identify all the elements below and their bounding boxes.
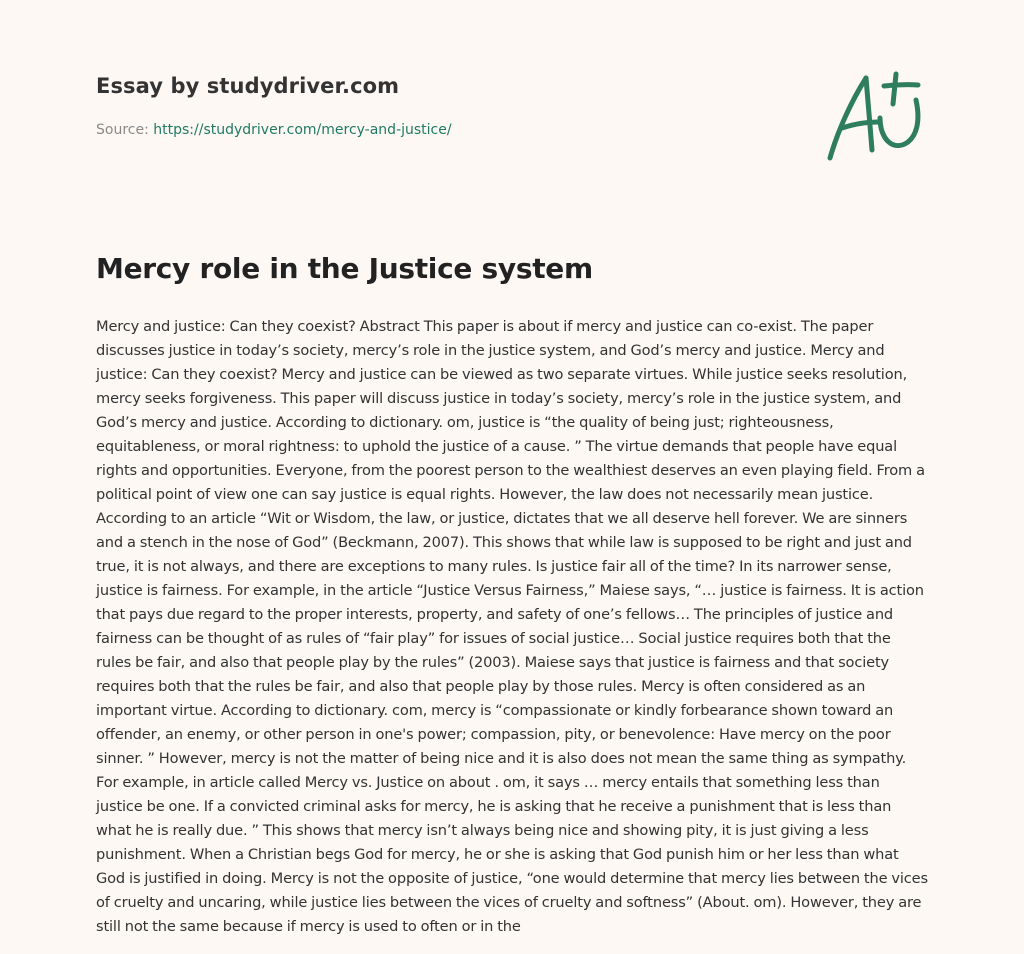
source-line [96, 122, 796, 138]
a-plus-logo-icon [822, 70, 926, 166]
document-header [96, 74, 796, 138]
essay-title: Mercy role in the Justice system [96, 252, 593, 285]
essay-body: Mercy and justice: Can they coexist? Abstract This paper is about if mercy and justice can co-exist. The paper discusses justice in today’s society, mercy’s role in the justice system, and God’s mercy and justice. Mercy and justice: Can they coexist? Mercy and justice can be viewed as two separate virtues. While justice seeks resolution, mercy seeks forgiveness. This paper will discuss justice in today’s society, mercy’s role in the justice system, and God’s mercy and justice. According to dictionary. om, justice is “the quality of being just; righteousness, equitableness, or moral rightness: to uphold the justice of a cause. ” The virtue demands that people have equal rights and opportunities. Everyone, from the poorest person to the wealthiest deserves an even playing field. From a political point of view one can say justice is equal rights. However, the law does not necessarily mean justice. According to an article “Wit or Wisdom, the law, or justice, dictates that we all deserve hell forever. We are sinners and a stench in the nose of God” (Beckmann, 2007). This shows that while law is supposed to be right and just and true, it is not always, and there are exceptions to many rules. Is justice fair all of the time? In its narrower sense, justice is fairness. For example, in the article “Justice Versus Fairness,” Maiese says, “… justice is fairness. It is action that pays due regard to the proper interests, property, and safety of one’s fellows… The principles of justice and fairness can be thought of as rules of “fair play” for issues of social justice… Social justice requires both that the rules be fair, and also that people play by the rules” (2003). Maiese says that justice is fairness and that society requires both that the rules be fair, and also that people play by those rules. Mercy is often considered as an important virtue. According to dictionary. com, mercy is “compassionate or kindly forbearance shown toward an offender, an enemy, or other person in one's power; compassion, pity, or benevolence: Have mercy on the poor sinner. ” However, mercy is not the matter of being nice and it is also does not mean the same thing as sympathy. For example, in article called Mercy vs. Justice on about . om, it says … mercy entails that something less than justice be one. If a convicted criminal asks for mercy, he is asking that he receive a punishment that is less than what he is really due. ” This shows that mercy isn’t always being nice and showing pity, it is just giving a less punishment. When a Christian begs God for mercy, he or she is asking that God punish him or her less than what God is justified in doing. Mercy is not the opposite of justice, “one would determine that mercy lies between the vices of cruelty and uncaring, while justice lies between the vices of cruelty and softness” (About. om). However, they are still not the same because if mercy is used to often or in the [96, 318, 928, 935]
source-link[interactable]: https://studydriver.com/mercy-and-justice/ [153, 122, 452, 138]
brand-title: Essay by studydriver.com [96, 74, 400, 98]
source-label: Source: [96, 122, 154, 138]
